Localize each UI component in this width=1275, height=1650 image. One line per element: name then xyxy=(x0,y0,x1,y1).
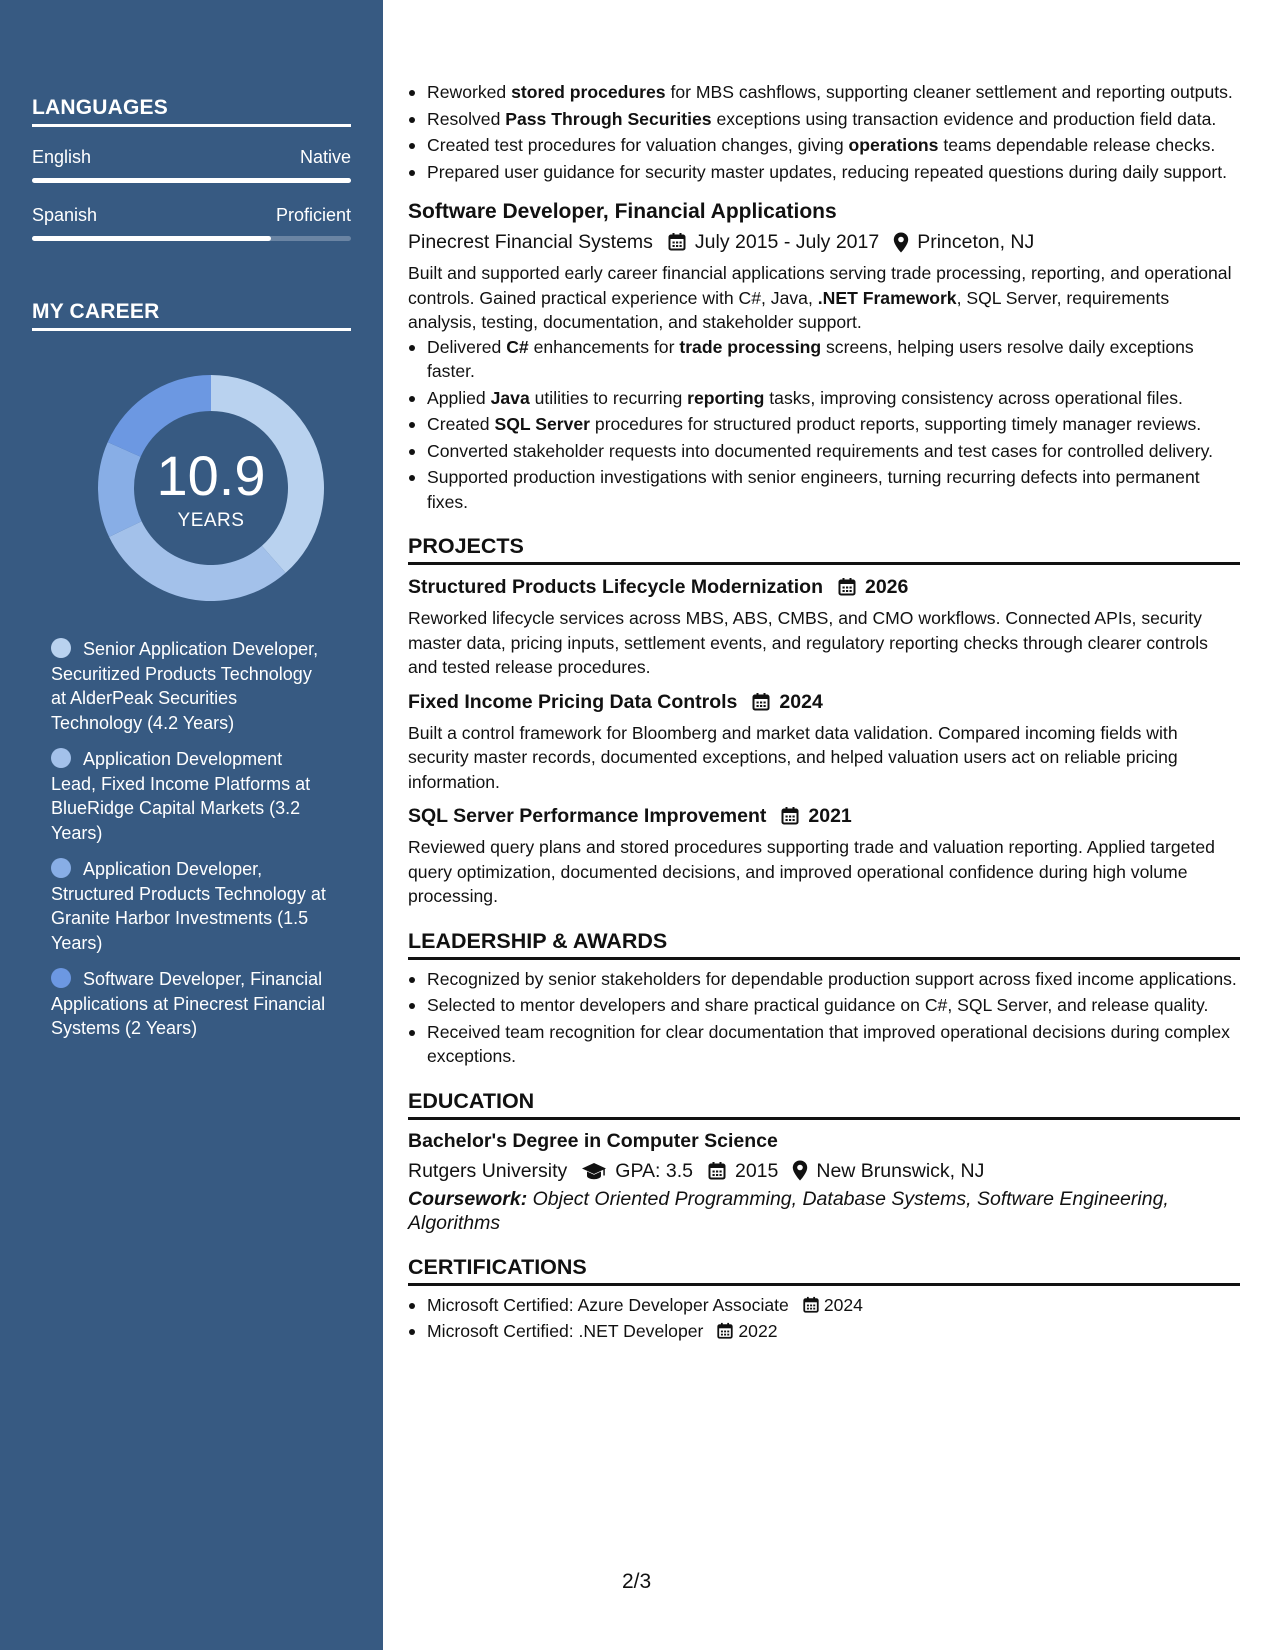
languages-heading: LANGUAGES xyxy=(32,96,351,127)
list-item xyxy=(408,133,1240,158)
bold-keyword: Java xyxy=(490,387,530,408)
career-item-text: Senior Application Developer, Securitized Products Technology at AlderPeak Securities Technology (4.2 Years) xyxy=(51,639,319,733)
job-location: Princeton, NJ xyxy=(917,231,1035,253)
education-heading: EDUCATION xyxy=(408,1087,1240,1120)
text-segment: teams dependable release checks. xyxy=(938,135,1216,155)
text-segment: Resolved xyxy=(427,108,506,129)
project-year: 2024 xyxy=(779,690,823,713)
language-bar-fill xyxy=(32,236,271,241)
certification-name: Microsoft Certified: .NET Developer xyxy=(427,1321,704,1341)
text-segment: Applied xyxy=(427,387,491,408)
project-description: Reworked lifecycle services across MBS, ABS, CMBS, and CMO workflows. Connected APIs, security master data, pricing inputs, settlement events, and regulatory reporting checks through clearer controls and tested release procedures. xyxy=(408,608,1208,677)
certifications-heading: CERTIFICATIONS xyxy=(408,1253,1240,1286)
languages-list xyxy=(32,147,351,241)
certification-year: 2022 xyxy=(738,1321,778,1341)
language-item xyxy=(32,147,351,183)
certification-year: 2024 xyxy=(823,1294,863,1315)
text-segment: Supported production investigations with senior engineers, turning recurring defects into permanent fixes. xyxy=(427,467,1200,512)
legend-dot xyxy=(51,968,71,988)
career-item xyxy=(51,747,331,845)
school-location: New Brunswick, NJ xyxy=(816,1159,985,1182)
leadership-list xyxy=(408,967,1240,1069)
text-segment: Delivered xyxy=(427,336,507,357)
calendar-icon xyxy=(716,1322,734,1340)
language-item xyxy=(32,205,351,241)
bold-keyword: .NET Framework xyxy=(817,287,957,308)
career-item-text: Application Developer, Structured Products Technology at Granite Harbor Investments (1.5 Years) xyxy=(51,859,326,953)
job-meta xyxy=(408,228,1240,256)
map-pin-icon xyxy=(893,232,909,253)
project-item xyxy=(408,573,1240,680)
job-summary xyxy=(408,261,1240,335)
page-number: 2/3 xyxy=(622,1570,652,1593)
text-segment: exceptions using transaction evidence and production field data. xyxy=(711,108,1217,129)
project-description: Reviewed query plans and stored procedures supporting trade and valuation reporting. Applied targeted query optimization, documented decisions, and improved operational confidence during high volume processing. xyxy=(408,837,1215,906)
map-pin-icon xyxy=(792,1160,808,1181)
bold-keyword: Pass Through Securities xyxy=(505,108,712,129)
previous-job-bullets xyxy=(408,80,1240,184)
sidebar xyxy=(0,0,383,1650)
bold-keyword: stored procedures xyxy=(511,82,666,102)
main-content xyxy=(408,80,1240,1346)
list-item xyxy=(408,412,1240,437)
text-segment: , SQL Server, requirements analysis, testing, documentation, and stakeholder support. xyxy=(408,287,1170,332)
certification-item xyxy=(408,1293,1240,1318)
coursework xyxy=(408,1187,1240,1235)
text-segment: enhancements for xyxy=(528,336,680,357)
list-item: Selected to mentor developers and share practical guidance on C#, SQL Server, and release quality. xyxy=(408,993,1240,1018)
projects-heading: PROJECTS xyxy=(408,532,1240,565)
project-year: 2026 xyxy=(864,576,909,598)
project-title: SQL Server Performance Improvement xyxy=(408,805,767,827)
leadership-heading: LEADERSHIP & AWARDS xyxy=(408,927,1240,960)
job-company: Pinecrest Financial Systems xyxy=(408,231,653,253)
project-title: Fixed Income Pricing Data Controls xyxy=(408,690,738,713)
career-item-text: Software Developer, Financial Applications at Pinecrest Financial Systems (2 Years) xyxy=(51,969,326,1038)
bold-keyword: trade processing xyxy=(679,336,822,357)
coursework-label: Coursework: xyxy=(408,1187,528,1210)
job-title: Software Developer, Financial Applications xyxy=(408,200,837,223)
list-item xyxy=(408,335,1240,384)
legend-dot xyxy=(51,858,71,878)
career-item xyxy=(51,857,331,955)
list-item xyxy=(408,465,1240,514)
language-name: Spanish xyxy=(32,205,98,225)
career-donut-chart xyxy=(98,375,324,601)
list-item: Received team recognition for clear documentation that improved operational decisions during complex exceptions. xyxy=(408,1020,1240,1069)
gpa: GPA: 3.5 xyxy=(615,1159,693,1182)
text-segment: procedures for structured product reports, supporting timely manager reviews. xyxy=(590,414,1202,434)
language-level: Native xyxy=(299,147,351,167)
language-level: Proficient xyxy=(275,205,351,225)
project-description: Built a control framework for Bloomberg and market data validation. Compared incoming fields with security master records, documented exceptions, and helped valuation users act on reliable pricing information. xyxy=(408,722,1178,792)
calendar-icon xyxy=(837,577,857,597)
text-segment: Created test procedures for valuation changes, giving xyxy=(427,135,849,155)
bold-keyword: SQL Server xyxy=(494,414,591,434)
career-list xyxy=(51,637,331,1041)
career-item xyxy=(51,967,331,1041)
legend-dot xyxy=(51,638,71,658)
list-item xyxy=(408,386,1240,411)
text-segment: Prepared user guidance for security master updates, reducing repeated questions during daily support. xyxy=(427,161,1228,182)
list-item xyxy=(408,107,1240,132)
list-item: Recognized by senior stakeholders for dependable production support across fixed income applications. xyxy=(408,967,1240,992)
projects-list xyxy=(408,573,1240,909)
career-item-text: Application Development Lead, Fixed Income Platforms at BlueRidge Capital Markets (3.2 Years) xyxy=(51,749,311,843)
text-segment: Reworked xyxy=(427,82,512,102)
project-item xyxy=(408,802,1240,909)
list-item xyxy=(408,160,1240,185)
text-segment: utilities to recurring xyxy=(529,387,688,408)
calendar-icon xyxy=(802,1296,820,1314)
career-total: 10.9 xyxy=(156,444,266,507)
certifications-list xyxy=(408,1293,1240,1344)
bold-keyword: reporting xyxy=(687,387,765,408)
education-meta xyxy=(408,1157,1240,1185)
list-item xyxy=(408,439,1240,464)
text-segment: tasks, improving consistency across operational files. xyxy=(764,387,1183,408)
list-item xyxy=(408,80,1240,105)
certification-item xyxy=(408,1319,1240,1344)
text-segment: Created xyxy=(427,414,495,434)
job-bullets xyxy=(408,335,1240,515)
graduation-year: 2015 xyxy=(734,1159,779,1182)
language-bar xyxy=(32,178,351,183)
calendar-icon xyxy=(751,692,771,712)
language-bar-fill xyxy=(32,178,351,183)
degree-title: Bachelor's Degree in Computer Science xyxy=(408,1129,778,1152)
certification-name: Microsoft Certified: Azure Developer Associate xyxy=(427,1294,789,1315)
text-segment: screens, helping users resolve daily exceptions faster. xyxy=(427,336,1194,381)
project-item xyxy=(408,688,1240,795)
school-name: Rutgers University xyxy=(408,1159,568,1182)
career-unit: YEARS xyxy=(177,510,245,531)
career-heading: MY CAREER xyxy=(32,300,351,331)
project-year: 2021 xyxy=(808,805,852,827)
text-segment: Converted stakeholder requests into documented requirements and test cases for controlled delivery. xyxy=(427,440,1213,461)
language-bar xyxy=(32,236,351,241)
coursework-list: Object Oriented Programming, Database Systems, Software Engineering, Algorithms xyxy=(408,1187,1169,1234)
project-title: Structured Products Lifecycle Modernization xyxy=(408,576,823,598)
text-segment: Built and supported early career financial applications serving trade processing, reporting, and operational controls. Gained practical experience with C#, Java, xyxy=(408,263,1232,308)
graduation-cap-icon xyxy=(581,1161,607,1181)
text-segment: for MBS cashflows, supporting cleaner settlement and reporting outputs. xyxy=(665,82,1233,102)
bold-keyword: C# xyxy=(506,336,529,357)
calendar-icon xyxy=(707,1161,727,1181)
legend-dot xyxy=(51,748,71,768)
bold-keyword: operations xyxy=(848,135,939,155)
calendar-icon xyxy=(667,232,687,252)
career-item xyxy=(51,637,331,735)
language-name: English xyxy=(32,147,92,167)
calendar-icon xyxy=(780,806,800,826)
job-dates: July 2015 - July 2017 xyxy=(694,231,880,253)
